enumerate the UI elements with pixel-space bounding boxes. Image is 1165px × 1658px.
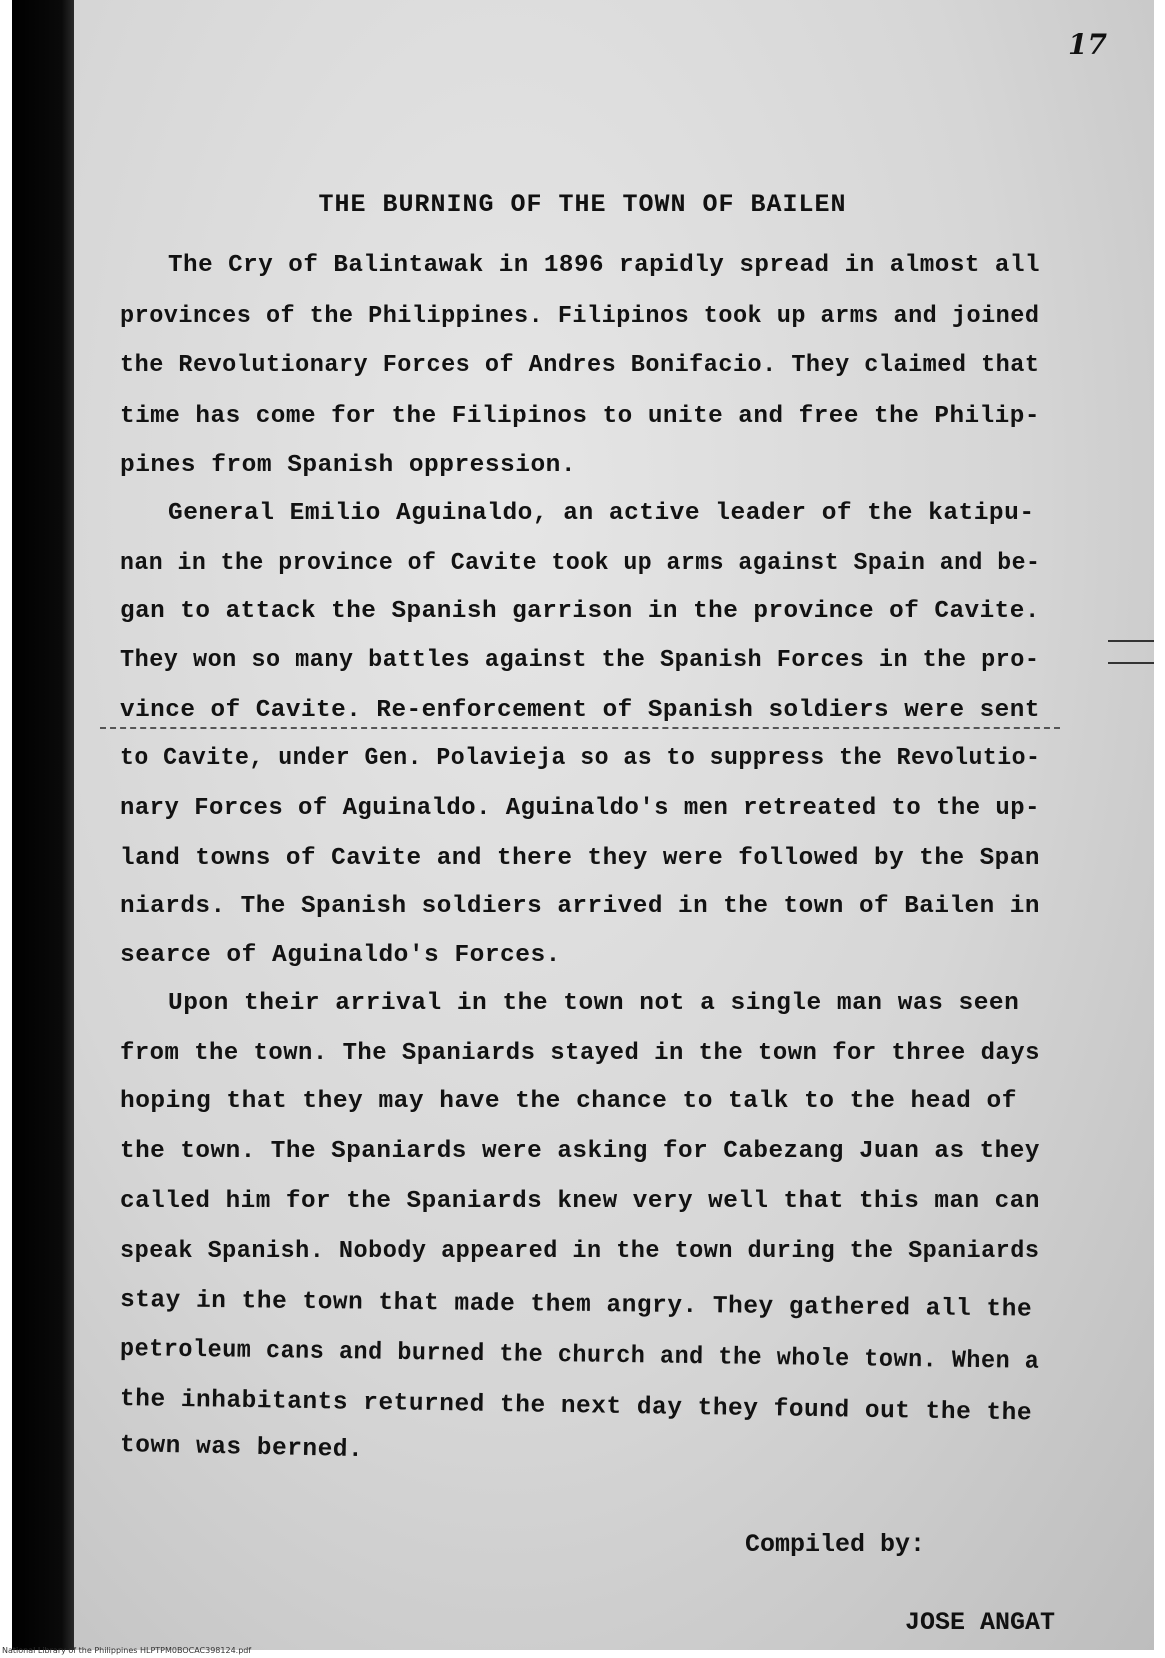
edge-mark xyxy=(1108,640,1154,642)
text-line: from the town. The Spaniards stayed in the town for three days xyxy=(120,1040,1040,1067)
page-number: 17 xyxy=(1068,28,1107,61)
text-line: Upon their arrival in the town not a single man was seen xyxy=(168,990,1020,1017)
scan-margin-right xyxy=(1154,0,1165,1658)
text-line: vince of Cavite. Re-enforcement of Spanish soldiers were sent xyxy=(120,697,1040,724)
text-line: searce of Aguinaldo's Forces. xyxy=(120,942,561,969)
text-line: pines from Spanish oppression. xyxy=(120,452,577,479)
scan-black-border xyxy=(12,0,74,1650)
text-line: the Revolutionary Forces of Andres Bonifacio. They claimed that xyxy=(120,352,1040,379)
text-line: land towns of Cavite and there they were followed by the Span xyxy=(120,845,1040,872)
text-line: time has come for the Filipinos to unite and free the Philip- xyxy=(120,403,1040,430)
text-line: The Cry of Balintawak in 1896 rapidly spread in almost all xyxy=(168,252,1041,279)
edge-mark xyxy=(1108,662,1154,664)
text-line: provinces of the Philippines. Filipinos took up arms and joined xyxy=(120,303,1040,330)
text-line: called him for the Spaniards knew very well that this man can xyxy=(120,1188,1040,1215)
text-line: nary Forces of Aguinaldo. Aguinaldo's men retreated to the up- xyxy=(120,795,1040,822)
text-line: hoping that they may have the chance to talk to the head of xyxy=(120,1088,1017,1115)
compiled-by-label: Compiled by: xyxy=(745,1530,926,1559)
author-name: JOSE ANGAT xyxy=(905,1608,1056,1637)
scan-margin-left xyxy=(0,0,12,1658)
text-line: nan in the province of Cavite took up arms against Spain and be- xyxy=(120,550,1041,577)
text-line: town was berned. xyxy=(119,1432,364,1465)
text-line: General Emilio Aguinaldo, an active leader of the katipu- xyxy=(168,500,1035,527)
text-line: gan to attack the Spanish garrison in the province of Cavite. xyxy=(120,598,1040,625)
document-title: THE BURNING OF THE TOWN OF BAILEN xyxy=(318,190,847,219)
text-line: to Cavite, under Gen. Polavieja so as to suppress the Revolutio- xyxy=(120,745,1041,772)
text-line: niards. The Spanish soldiers arrived in the town of Bailen in xyxy=(120,893,1040,920)
text-line: They won so many battles against the Spanish Forces in the pro- xyxy=(120,647,1040,674)
text-line: petroleum cans and burned the church and the whole town. When a xyxy=(119,1336,1040,1376)
page-fold-line xyxy=(100,727,1060,729)
footer-source: National Library of the Philippines HLPTPM0BOCAC398124.pdf xyxy=(2,1646,252,1655)
text-line: the town. The Spaniards were asking for Cabezang Juan as they xyxy=(120,1138,1040,1165)
text-line: speak Spanish. Nobody appeared in the town during the Spaniards xyxy=(120,1238,1040,1265)
text-line: the inhabitants returned the next day they found out the the xyxy=(119,1386,1033,1428)
text-line: stay in the town that made them angry. They gathered all the xyxy=(119,1287,1033,1324)
